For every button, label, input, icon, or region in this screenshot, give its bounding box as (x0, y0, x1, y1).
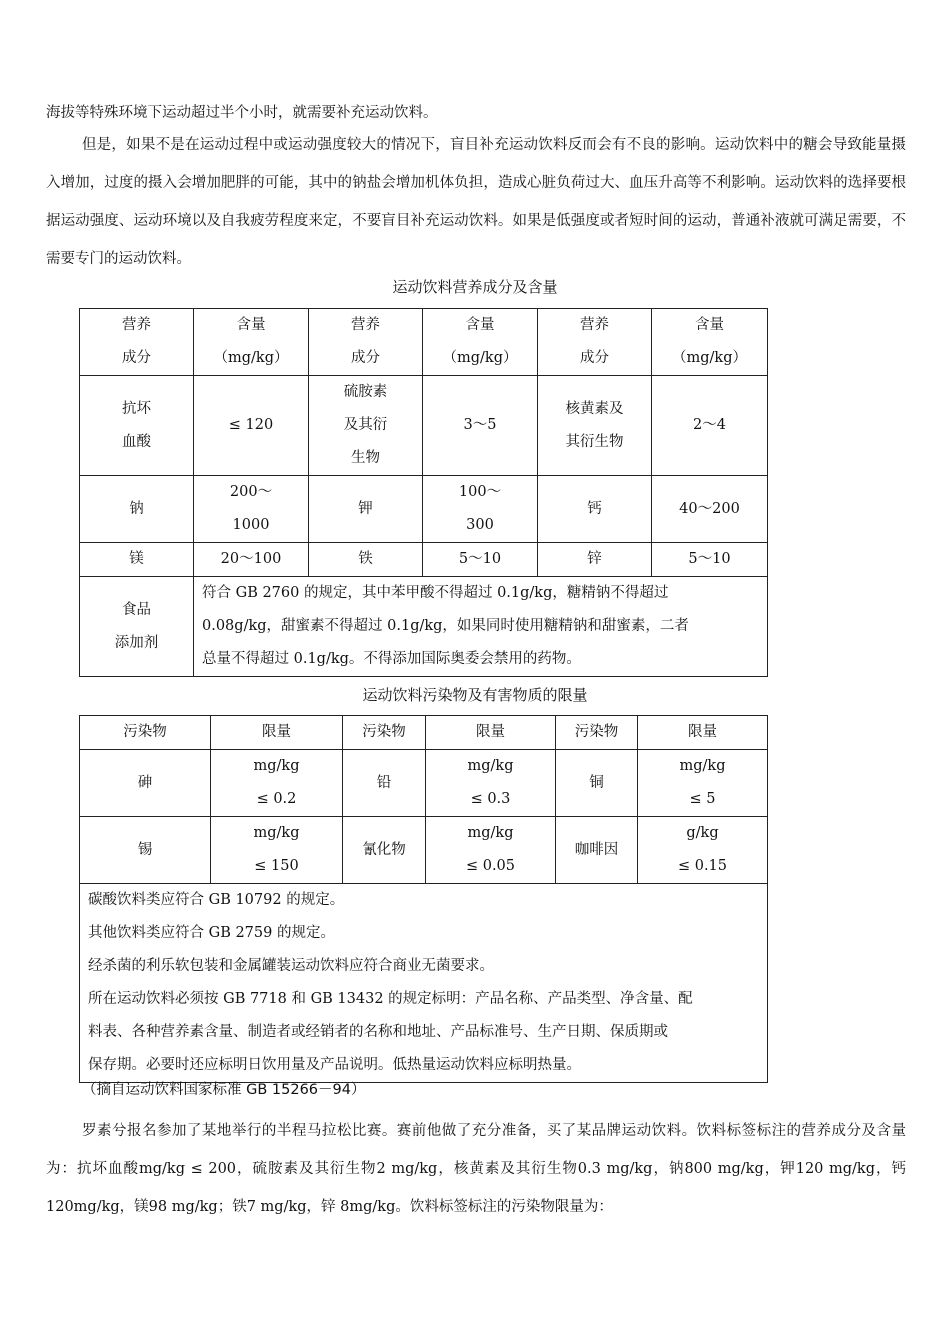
additive-label-cell: 食品 添加剂 (80, 577, 194, 677)
table-cell: 锌 (538, 543, 652, 577)
table-cell: mg/kg ≤ 150 (211, 817, 343, 884)
header-cell: 限量 (638, 716, 768, 750)
note-line: 经杀菌的利乐软包装和金属罐装运动饮料应符合商业无菌要求。 (88, 958, 494, 974)
table-cell: 铁 (309, 543, 423, 577)
note-line: 料表、各种营养素含量、制造者或经销者的名称和地址、产品标准号、生产日期、保质期或 (88, 1024, 668, 1040)
additive-text-cell: 符合 GB 2760 的规定，其中苯甲酸不得超过 0.1g/kg，糖精钠不得超过 0.08g/kg，甜蜜素不得超过 0.1g/kg，如果同时使用糖精钠和甜蜜素，二者 总量不得超过 0.1g/kg。不得添加国际奥委会禁用的药物。 (194, 577, 768, 677)
note-line: 其他饮料类应符合 GB 2759 的规定。 (88, 925, 335, 941)
contaminant-table-caption: 运动饮料污染物及有害物质的限量 (362, 686, 588, 704)
table-cell: 钙 (538, 476, 652, 543)
header-cell: 含量 （mg/kg） (423, 309, 538, 376)
contaminant-table (79, 715, 768, 1083)
paragraph-warning: 但是，如果不是在运动过程中或运动强度较大的情况下，盲目补充运动饮料反而会有不良的影响。运动饮料中的糖会导致能量摄入增加，过度的摄入会增加肥胖的可能，其中的钠盐会增加机体负担，造成心脏负荷过大、血压升高等不利影响。运动饮料的选择要根据运动强度、运动环境以及自我疲劳程度来定，不要盲目补充运动饮料。如果是低强度或者短时间的运动，普通补液就可满足需要，不需要专门的运动饮料。 (46, 137, 906, 267)
table-cell: mg/kg ≤ 0.3 (426, 750, 556, 817)
table-cell: 硫胺素 及其衍 生物 (309, 376, 423, 476)
table-row (80, 543, 768, 577)
table-cell: 100～ 300 (423, 476, 538, 543)
nutrition-table-caption: 运动饮料营养成分及含量 (392, 278, 558, 296)
table-cell: 铅 (343, 750, 426, 817)
table-cell: 3～5 (423, 376, 538, 476)
table-cell: 镁 (80, 543, 194, 577)
notes-row (80, 884, 768, 1083)
paragraph-intro: 海拔等特殊环境下运动超过半个小时，就需要补充运动饮料。 (46, 105, 438, 121)
table-cell: 5～10 (652, 543, 768, 577)
table-cell: 5～10 (423, 543, 538, 577)
table-cell: 核黄素及 其衍生物 (538, 376, 652, 476)
notes-cell (80, 884, 768, 1083)
table-cell: g/kg ≤ 0.15 (638, 817, 768, 884)
table-cell: 铜 (556, 750, 638, 817)
additive-row (80, 577, 768, 677)
note-line: 所在运动饮料必须按 GB 7718 和 GB 13432 的规定标明：产品名称、产品类型、净含量、配 (88, 991, 693, 1007)
header-cell: 含量 （mg/kg） (194, 309, 309, 376)
table-cell: 锡 (80, 817, 211, 884)
table-row (80, 476, 768, 543)
table-cell: 氰化物 (343, 817, 426, 884)
table-cell: 砷 (80, 750, 211, 817)
table-cell: mg/kg ≤ 0.05 (426, 817, 556, 884)
note-line: 碳酸饮料类应符合 GB 10792 的规定。 (88, 892, 345, 908)
header-cell: 营养 成分 (538, 309, 652, 376)
table-cell: 40～200 (652, 476, 768, 543)
table-cell: 2～4 (652, 376, 768, 476)
table-cell: 钾 (309, 476, 423, 543)
paragraph-story: 罗素兮报名参加了某地举行的半程马拉松比赛。赛前他做了充分准备，买了某品牌运动饮料。饮料标签标注的营养成分及含量为：抗坏血酸mg/kg ≤ 200，硫胺素及其衍生物2 mg/kg，核黄素及其衍生物0.3 mg/kg，钠800 mg/kg，钾120 mg/kg，钙 120mg/kg，镁98 mg/kg；铁7 mg/kg，锌 8mg/kg。饮料标签标注的污染物限量为： (46, 1123, 906, 1215)
note-line: 保存期。必要时还应标明日饮用量及产品说明。低热量运动饮料应标明热量。 (88, 1057, 581, 1073)
table-cell: ≤ 120 (194, 376, 309, 476)
table-cell: 200～ 1000 (194, 476, 309, 543)
table-row (80, 376, 768, 476)
table-cell: 钠 (80, 476, 194, 543)
nutrition-table (79, 308, 768, 677)
nutrition-header-row (80, 309, 768, 376)
table-row (80, 750, 768, 817)
table-cell: 抗坏 血酸 (80, 376, 194, 476)
header-cell: 污染物 (80, 716, 211, 750)
header-cell: 营养 成分 (80, 309, 194, 376)
table-cell: mg/kg ≤ 0.2 (211, 750, 343, 817)
header-cell: 限量 (211, 716, 343, 750)
header-cell: 含量 （mg/kg） (652, 309, 768, 376)
header-cell: 污染物 (556, 716, 638, 750)
header-cell: 营养 成分 (309, 309, 423, 376)
header-cell: 限量 (426, 716, 556, 750)
table-cell: 咖啡因 (556, 817, 638, 884)
table-cell: 20～100 (194, 543, 309, 577)
table-row (80, 817, 768, 884)
table-cell: mg/kg ≤ 5 (638, 750, 768, 817)
contaminant-header-row (80, 716, 768, 750)
header-cell: 污染物 (343, 716, 426, 750)
source-citation: （摘自运动饮料国家标准 GB 15266－94） (82, 1082, 366, 1098)
